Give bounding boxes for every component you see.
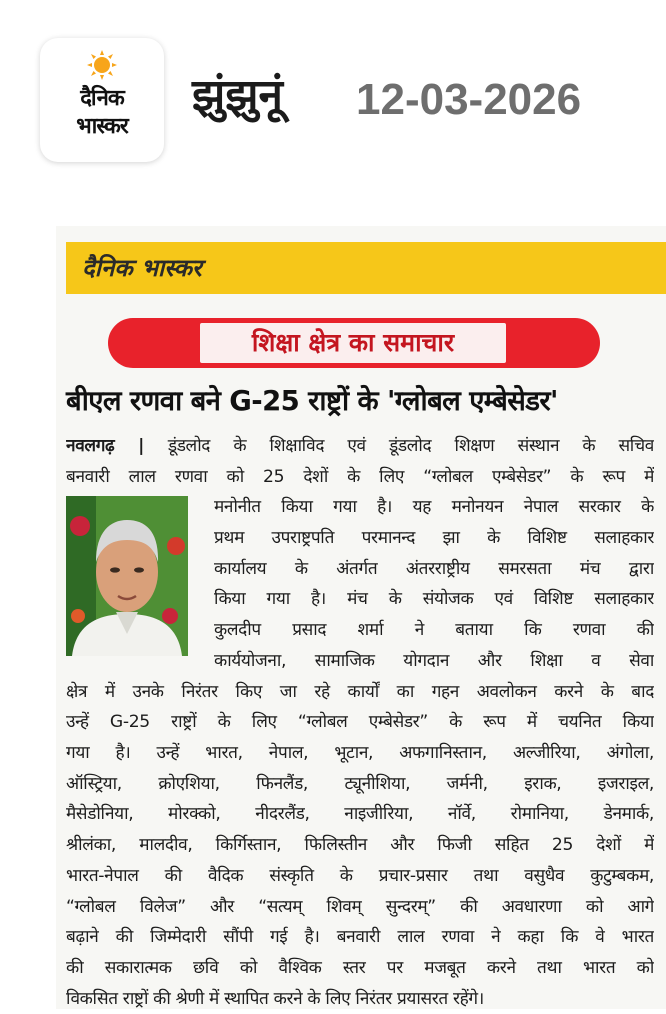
masthead-title: दैनिक भास्कर (82, 254, 202, 282)
article-line: की सकारात्मक छवि को वैश्विक स्तर पर मजबूत करने तथा भारत को (66, 958, 654, 978)
article-line: मैसेडोनिया, मोरक्को, नीदरलैंड, नाइजीरिया, नॉर्वे, रोमानिया, डेनमार्क, (66, 804, 654, 824)
article-line: गया है। उन्हें भारत, नेपाल, भूटान, अफगानिस्तान, अल्जीरिया, अंगोला, (66, 743, 654, 763)
article-line: भारत-नेपाल की वैदिक संस्कृति के प्रचार-प्रसार तथा वसुधैव कुटुम्बकम, (66, 866, 654, 886)
logo-text-line2: भास्कर (76, 114, 128, 139)
edition-date: 12-03-2026 (356, 75, 582, 124)
article-line: क्षेत्र में उनके निरंतर किए जा रहे कार्यों का गहन अवलोकन करने के बाद (66, 682, 654, 702)
article-line: कुलदीप प्रसाद शर्मा ने बताया कि रणवा की (214, 620, 654, 640)
article-line: बढ़ाने की जिम्मेदारी सौंपी गई है। बनवारी लाल रणवा ने कहा कि वे भारत (66, 927, 654, 947)
article-line: किया गया है। मंच के संयोजक एवं विशिष्ट सलाहकार (214, 589, 654, 609)
article-line: ऑस्ट्रिया, क्रोएशिया, फिनलैंड, ट्यूनीशिया, जर्मनी, इराक, इजराइल, (66, 774, 654, 794)
section-banner (108, 318, 600, 368)
article-line: कार्ययोजना, सामाजिक योगदान और शिक्षा व सेवा (214, 651, 654, 671)
person-photo (66, 496, 188, 656)
edition-city: झुंझुनूं (192, 70, 283, 121)
article-line: नवलगढ़ | डूंडलोद के शिक्षाविद एवं डूंडलोद शिक्षण संस्थान के सचिव (66, 436, 654, 456)
article-line: श्रीलंका, मालदीव, किर्गिस्तान, फिलिस्तीन और फिजी सहित 25 देशों में (66, 835, 654, 855)
article-line: प्रथम उपराष्ट्रपति परमानन्द झा के विशिष्ट सलाहकार (214, 528, 654, 548)
dainik-bhaskar-logo[interactable] (40, 38, 164, 162)
article-line: विकसित राष्ट्रों की श्रेणी में स्थापित करने के लिए निरंतर प्रयासरत रहेंगे। (66, 989, 484, 1009)
article-line: कार्यालय के अंतर्गत अंतरराष्ट्रीय समरसता मंच द्वारा (214, 559, 654, 579)
section-label: शिक्षा क्षेत्र का समाचार (200, 323, 506, 363)
app-header (0, 0, 666, 200)
dateline: नवलगढ़ | (66, 436, 168, 456)
news-clipping (56, 226, 666, 1009)
logo-text-line1: दैनिक (80, 86, 124, 111)
sun-icon (87, 50, 117, 80)
article-line: मनोनीत किया गया है। यह मनोनयन नेपाल सरकार के (214, 497, 654, 517)
article-line: “ग्लोबल विलेज” और “सत्यम् शिवम् सुन्दरम्” की अवधारणा को आगे (66, 897, 654, 917)
article-headline: बीएल रणवा बने G-25 राष्ट्रों के 'ग्लोबल एम्बेसेडर' (66, 385, 558, 417)
masthead-band (66, 242, 666, 294)
article-line: बनवारी लाल रणवा को 25 देशों के लिए “ग्लोबल एम्बेसेडर” के रूप में (66, 467, 654, 487)
article-line: उन्हें G-25 राष्ट्रों के लिए “ग्लोबल एम्बेसेडर” के रूप में चयनित किया (66, 712, 654, 732)
